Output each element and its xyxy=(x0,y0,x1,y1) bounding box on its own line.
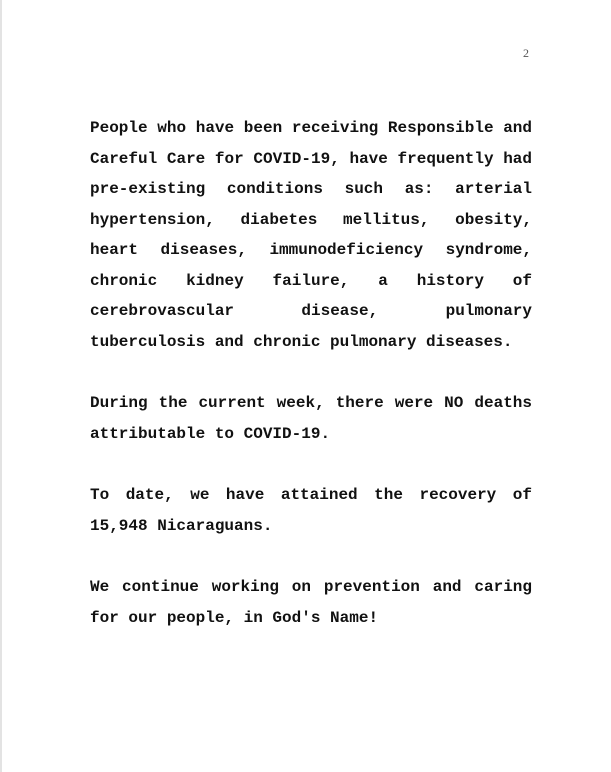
paragraph-closing: We continue working on prevention and caring for our people, in God's Name! xyxy=(90,578,532,627)
paragraph-deaths: During the current week, there were NO deaths attributable to COVID-19. xyxy=(90,394,532,443)
document-body xyxy=(90,113,532,664)
paragraph-preexisting-conditions: People who have been receiving Responsible and Careful Care for COVID-19, have frequently had pre-existing conditions such as: arterial hypertension, diabetes mellitus, obesity, heart diseases, immunodeficiency syndrome, chronic kidney failure, a history of cerebrovascular disease, pulmonary tuberculosis and chronic pulmonary diseases. xyxy=(90,119,532,351)
paragraph-recoveries: To date, we have attained the recovery of 15,948 Nicaraguans. xyxy=(90,486,532,535)
page-number: 2 xyxy=(523,46,529,60)
